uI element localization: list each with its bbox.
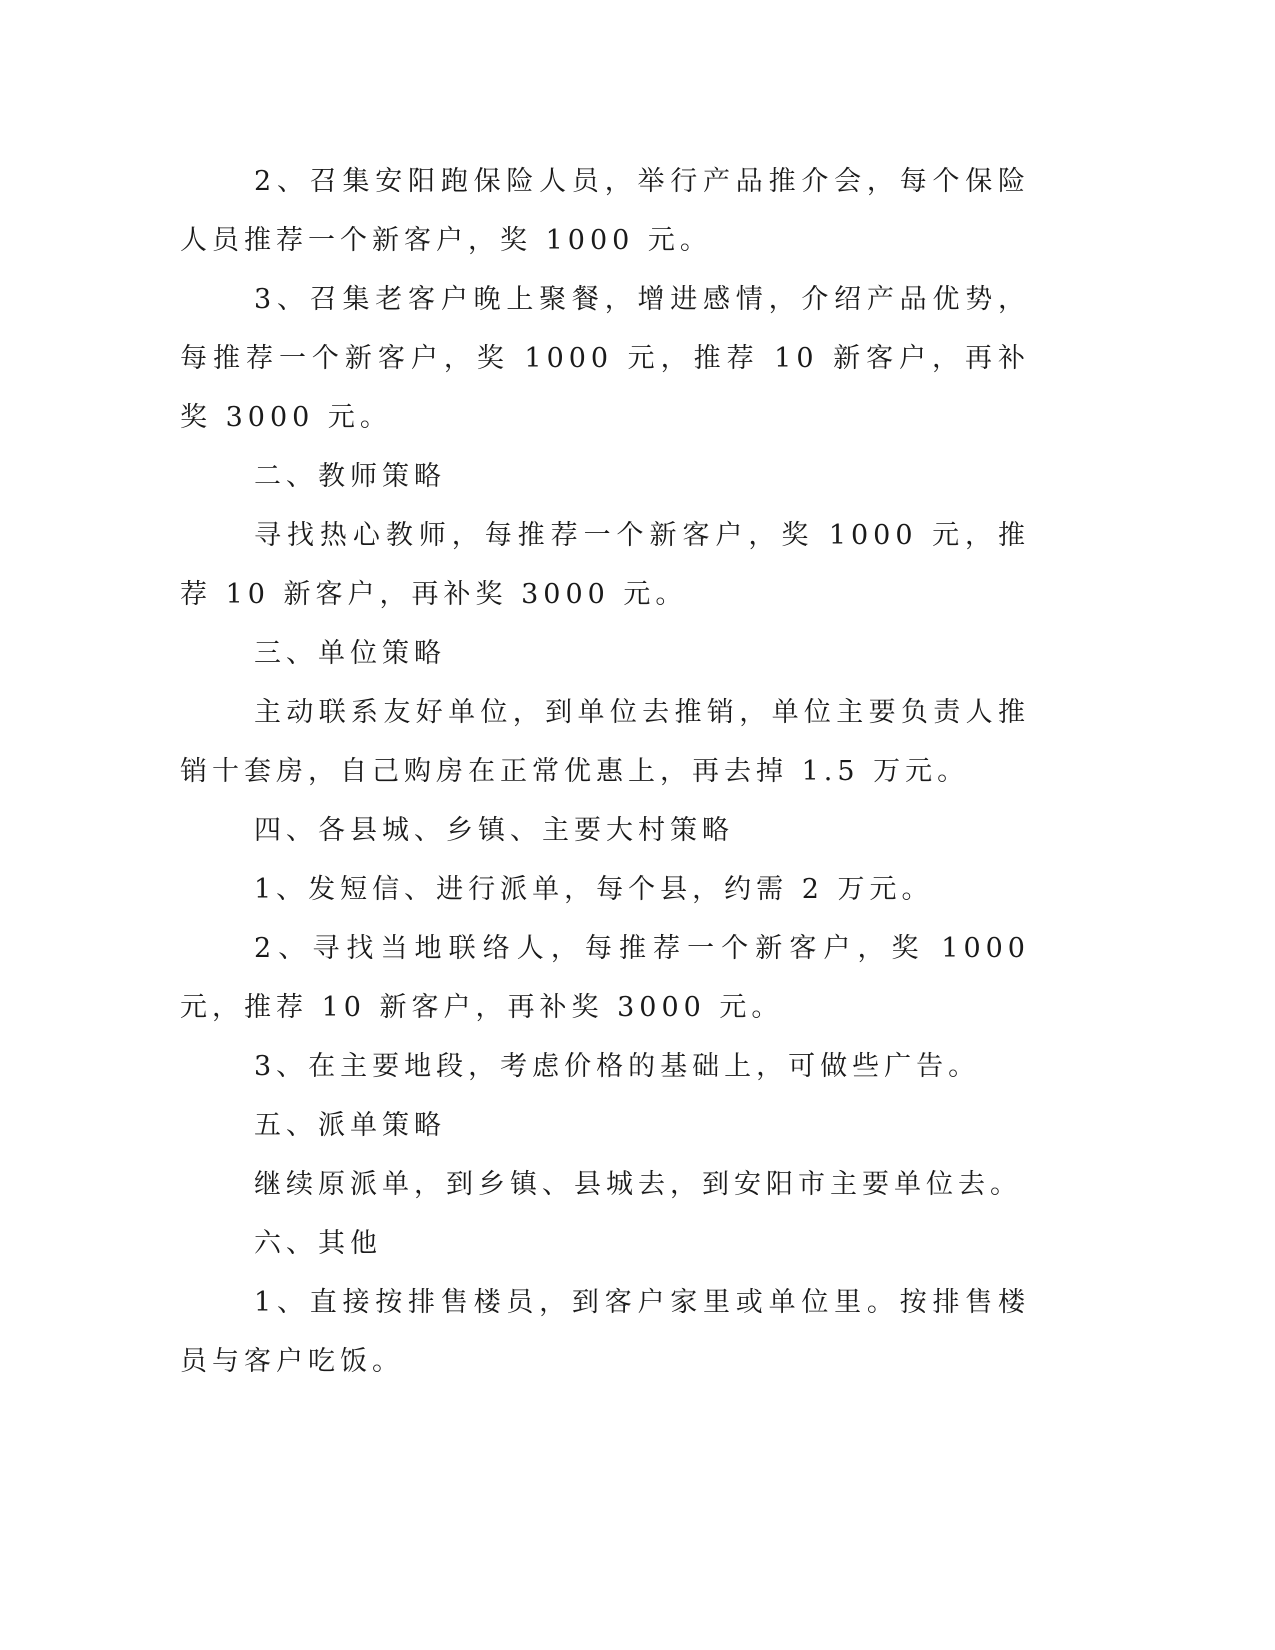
- heading-other: 六、其他: [254, 1228, 382, 1259]
- heading-unit-strategy: 三、单位策略: [254, 638, 446, 669]
- document-body: [180, 152, 1030, 1391]
- paragraph-county-sms: 1、发短信、进行派单，每个县，约需 2 万元。: [254, 874, 934, 905]
- heading-county-strategy: 四、各县城、乡镇、主要大村策略: [254, 815, 734, 846]
- paragraph-county-ads: 3、在主要地段，考虑价格的基础上，可做些广告。: [254, 1051, 981, 1082]
- heading-flyer-strategy: 五、派单策略: [254, 1110, 446, 1141]
- paragraph-county-contacts: 2、寻找当地联络人，每推荐一个新客户，奖 1000 元，推荐 10 新客户，再补奖 3000 元。: [180, 933, 1030, 1023]
- paragraph-unit-strategy: 主动联系友好单位，到单位去推销，单位主要负责人推销十套房，自己购房在正常优惠上，再去掉 1.5 万元。: [180, 697, 1030, 787]
- heading-teacher-strategy: 二、教师策略: [254, 461, 446, 492]
- paragraph-old-customers: 3、召集老客户晚上聚餐，增进感情，介绍产品优势，每推荐一个新客户，奖 1000 元，推荐 10 新客户，再补奖 3000 元。: [180, 284, 1030, 433]
- paragraph-flyer-strategy: 继续原派单，到乡镇、县城去，到安阳市主要单位去。: [254, 1169, 1022, 1200]
- paragraph-insurance-agents: 2、召集安阳跑保险人员，举行产品推介会，每个保险人员推荐一个新客户，奖 1000 元。: [180, 166, 1030, 256]
- paragraph-teacher-strategy: 寻找热心教师，每推荐一个新客户，奖 1000 元，推荐 10 新客户，再补奖 3000 元。: [180, 520, 1030, 610]
- paragraph-other-sales-staff: 1、直接按排售楼员，到客户家里或单位里。按排售楼员与客户吃饭。: [180, 1287, 1030, 1377]
